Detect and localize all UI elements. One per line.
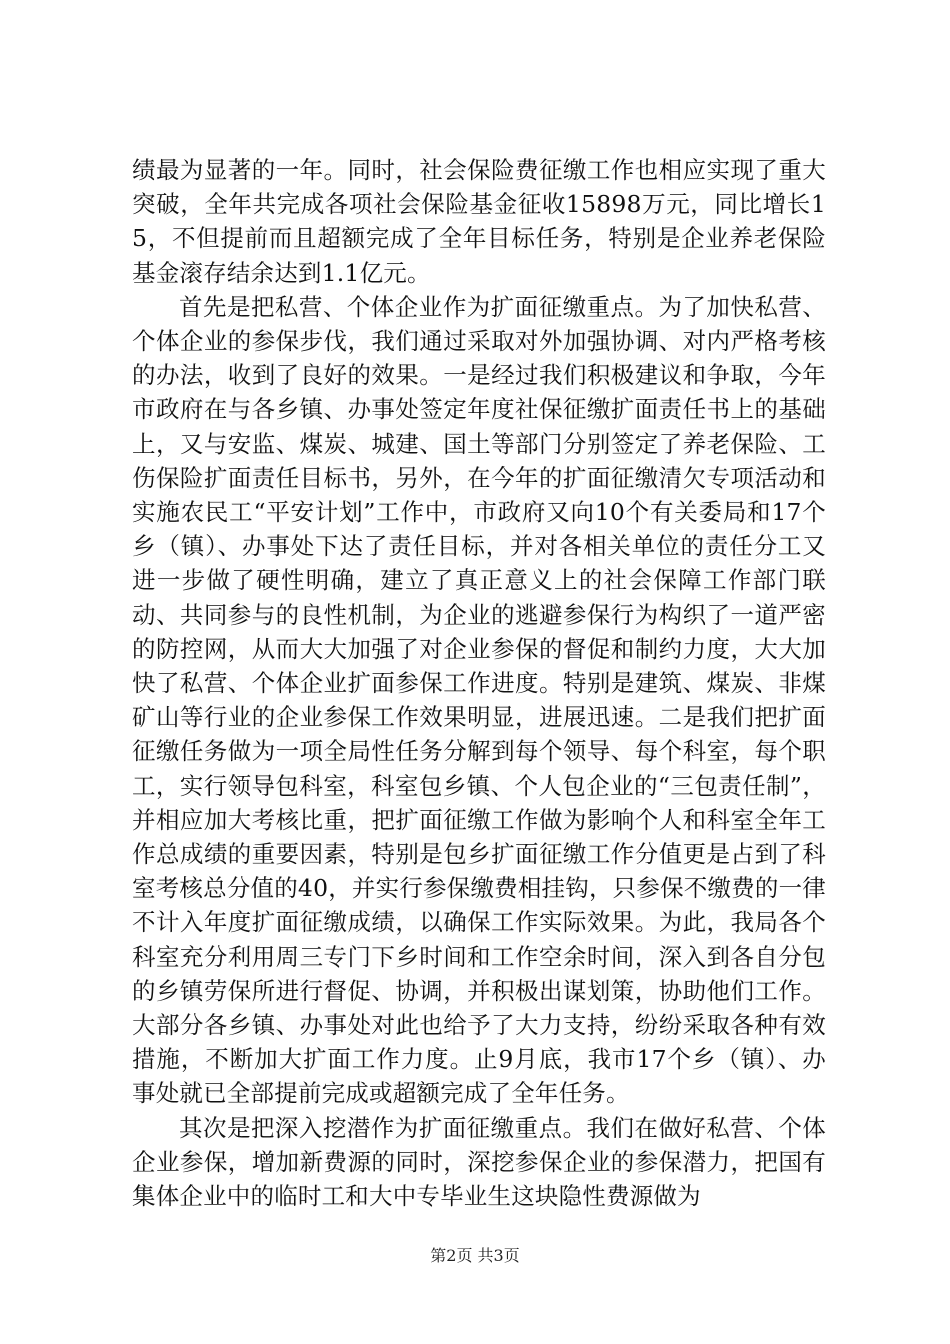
paragraph-2: 首先是把私营、个体企业作为扩面征缴重点。为了加快私营、个体企业的参保步伐，我们通过采取对外加强协调、对内严格考核的办法，收到了良好的效果。一是经过我们积极建议和争取，今年市政府在与各乡镇、办事处签定年度社保征缴扩面责任书上的基础上，又与安监、煤炭、城建、国土等部门分别签定了养老保险、工伤保险扩面责任目标书，另外，在今年的扩面征缴清欠专项活动和实施农民工“平安计划”工作中，市政府又向10个有关委局和17个乡（镇）、办事处下达了责任目标，并对各相关单位的责任分工又进一步做了硬性明确，建立了真正意义上的社会保障工作部门联动、共同参与的良性机制，为企业的逃避参保行为构织了一道严密的防控网，从而大大加强了对企业参保的督促和制约力度，大大加快了私营、个体企业扩面参保工作进度。特别是建筑、煤炭、非煤矿山等行业的企业参保工作效果明显，进展迅速。二是我们把扩面征缴任务做为一项全局性任务分解到每个领导、每个科室，每个职工，实行领导包科室，科室包乡镇、个人包企业的“三包责任制”，并相应加大考核比重，把扩面征缴工作做为影响个人和科室全年工作总成绩的重要因素，特别是包乡扩面征缴工作分值更是占到了科室考核总分值的40，并实行参保缴费相挂钩，只参保不缴费的一律不计入年度扩面征缴成绩，以确保工作实际效果。为此，我局各个科室充分利用周三专门下乡时间和工作空余时间，深入到各自分包的乡镇劳保所进行督促、协调，并积极出谋划策，协助他们工作。大部分各乡镇、办事处对此也给予了大力支持，纷纷采取各种有效措施，不断加大扩面工作力度。止9月底，我市17个乡（镇）、办事处就已全部提前完成或超额完成了全年任务。 [132, 292, 826, 1108]
paragraph-1: 绩最为显著的一年。同时，社会保险费征缴工作也相应实现了重大突破，全年共完成各项社会保险基金征收15898万元，同比增长15，不但提前而且超额完成了全年目标任务，特别是企业养老保险基金滚存结余达到1.1亿元。 [132, 156, 826, 287]
paragraph-3: 其次是把深入挖潜作为扩面征缴重点。我们在做好私营、个体企业参保，增加新费源的同时，深挖参保企业的参保潜力，把国有集体企业中的临时工和大中专毕业生这块隐性费源做为 [132, 1113, 826, 1211]
document-body [132, 153, 826, 1213]
page-footer: 第2页 共3页 [430, 1246, 520, 1265]
